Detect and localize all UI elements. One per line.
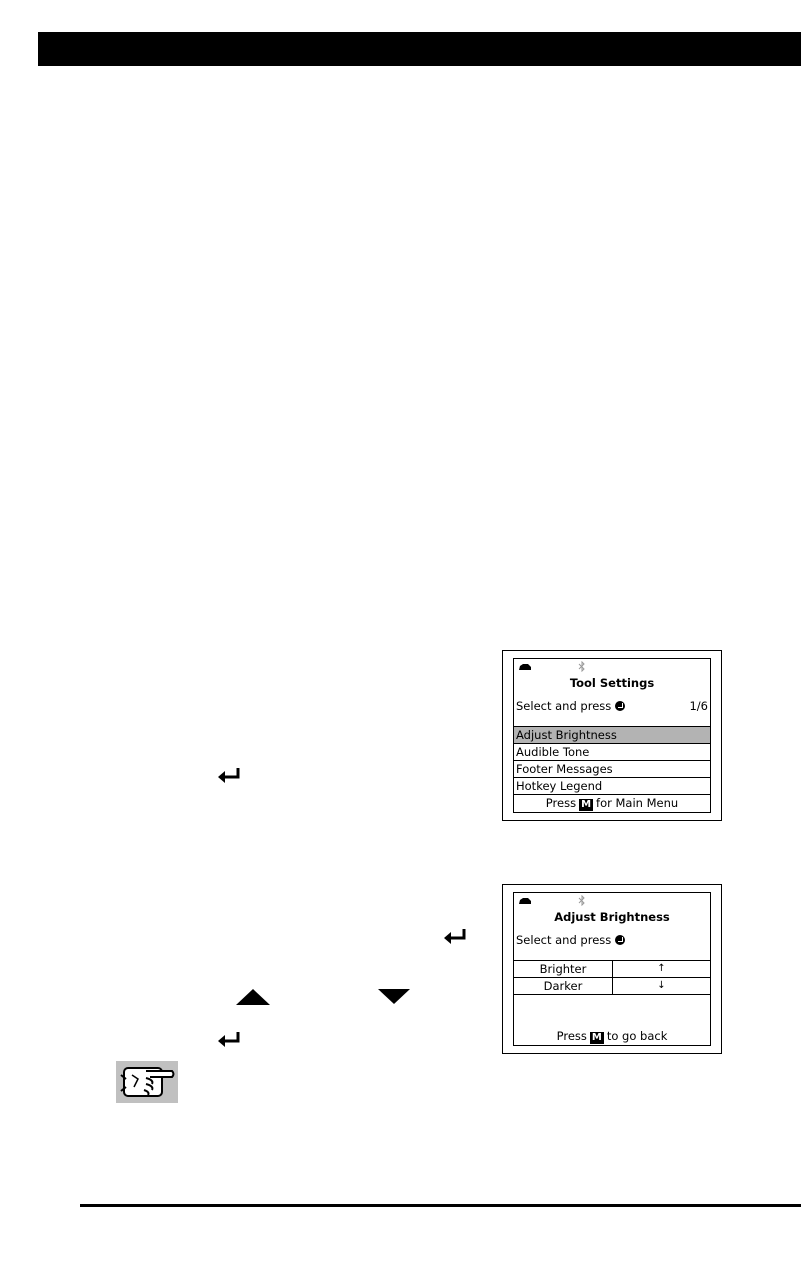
footer-text: to go back xyxy=(606,1029,668,1043)
arrow-down-icon: ↓ xyxy=(657,980,666,991)
m-key-icon: M xyxy=(581,799,592,810)
screen-display xyxy=(513,658,711,813)
screen-footer xyxy=(514,794,710,811)
enter-key-icon xyxy=(217,766,241,786)
page-count: 1/6 xyxy=(689,699,708,713)
prompt-text: Select and press xyxy=(516,933,612,947)
footer-text: Press xyxy=(556,1029,587,1043)
vehicle-icon xyxy=(518,663,532,671)
footer-text: for Main Menu xyxy=(596,796,679,810)
status-bar xyxy=(516,894,712,906)
enter-key-icon xyxy=(217,1030,241,1050)
enter-key-icon xyxy=(615,701,625,711)
device-screen-adjust-brightness xyxy=(502,884,722,1054)
screen-display xyxy=(513,892,711,1046)
brightness-options xyxy=(514,960,710,995)
select-prompt xyxy=(516,699,625,713)
screen-footer xyxy=(514,1028,710,1045)
bluetooth-icon xyxy=(578,895,586,906)
menu-item-footer-messages[interactable]: Footer Messages xyxy=(514,760,710,777)
menu-item-hotkey-legend[interactable]: Hotkey Legend xyxy=(514,777,710,794)
screen-title: Adjust Brightness xyxy=(554,910,670,924)
footer-rule xyxy=(80,1204,801,1207)
screen-title: Tool Settings xyxy=(569,676,655,690)
option-label: Darker xyxy=(514,978,613,994)
bluetooth-icon xyxy=(578,661,586,672)
enter-key-icon xyxy=(615,935,625,945)
up-arrow-icon xyxy=(236,989,270,1005)
option-brighter[interactable] xyxy=(514,961,710,977)
device-screen-tool-settings xyxy=(502,650,722,821)
vehicle-icon xyxy=(518,897,532,905)
arrow-up-icon: ↑ xyxy=(657,963,666,974)
footer-text: Press xyxy=(545,796,577,810)
menu-item-audible-tone[interactable]: Audible Tone xyxy=(514,743,710,760)
pointing-hand-icon xyxy=(116,1061,178,1103)
option-label: Brighter xyxy=(514,961,613,977)
prompt-text: Select and press xyxy=(516,699,612,713)
enter-key-icon xyxy=(443,927,467,947)
option-darker[interactable] xyxy=(514,977,710,994)
header-bar xyxy=(38,32,801,66)
menu-item-adjust-brightness[interactable]: Adjust Brightness xyxy=(514,726,710,743)
select-prompt xyxy=(516,933,625,947)
status-bar xyxy=(516,660,712,672)
m-key-icon: M xyxy=(591,1032,602,1043)
down-arrow-icon xyxy=(378,989,410,1004)
